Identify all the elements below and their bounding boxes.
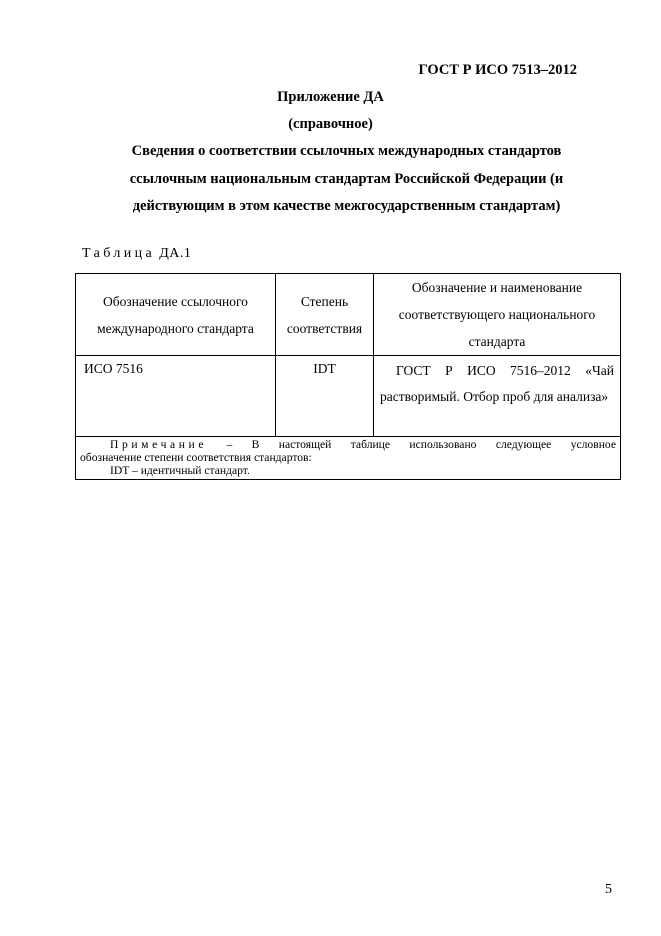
page-number: 5 [605,882,612,897]
appendix-kind: (справочное) [288,116,373,132]
header-international-standard: Обозначение ссылочного международного стандарта [76,274,276,356]
cell-international-standard: ИСО 7516 [76,356,276,437]
appendix-heading-line-2: ссылочным национальным стандартам Российской Федерации (и [129,171,564,187]
document-code: ГОСТ Р ИСО 7513–2012 [418,62,577,78]
appendix-title: Приложение ДА [277,89,384,105]
table-note-row [76,437,621,480]
note-text-line-1: – В настоящей таблице использовано следующее условное [226,438,616,451]
correspondence-table [75,273,621,480]
note-label: Примечание [110,438,208,451]
note-line-1 [80,438,616,451]
appendix-heading-line-1: Сведения о соответствии ссылочных международных стандартов [131,143,562,159]
table-caption-label: Таблица [82,246,156,261]
table-caption [82,246,191,262]
cell-national-standard: ГОСТ Р ИСО 7516–2012 «Чай растворимый. Отбор проб для анализа» [374,356,621,437]
header-degree-of-correspondence: Степень соответствия [276,274,374,356]
table-header-row [76,274,621,356]
header-national-standard: Обозначение и наименование соответствующего национального стандарта [374,274,621,356]
table-row [76,356,621,437]
table-note [76,437,621,480]
appendix-heading-line-3: действующим в этом качестве межгосударственным стандартам) [132,198,561,214]
table-caption-number: ДА.1 [159,246,192,261]
note-text-line-3: IDT – идентичный стандарт. [110,464,250,477]
note-text-line-2: обозначение степени соответствия стандартов: [80,451,312,464]
cell-degree-of-correspondence: IDT [276,356,374,437]
